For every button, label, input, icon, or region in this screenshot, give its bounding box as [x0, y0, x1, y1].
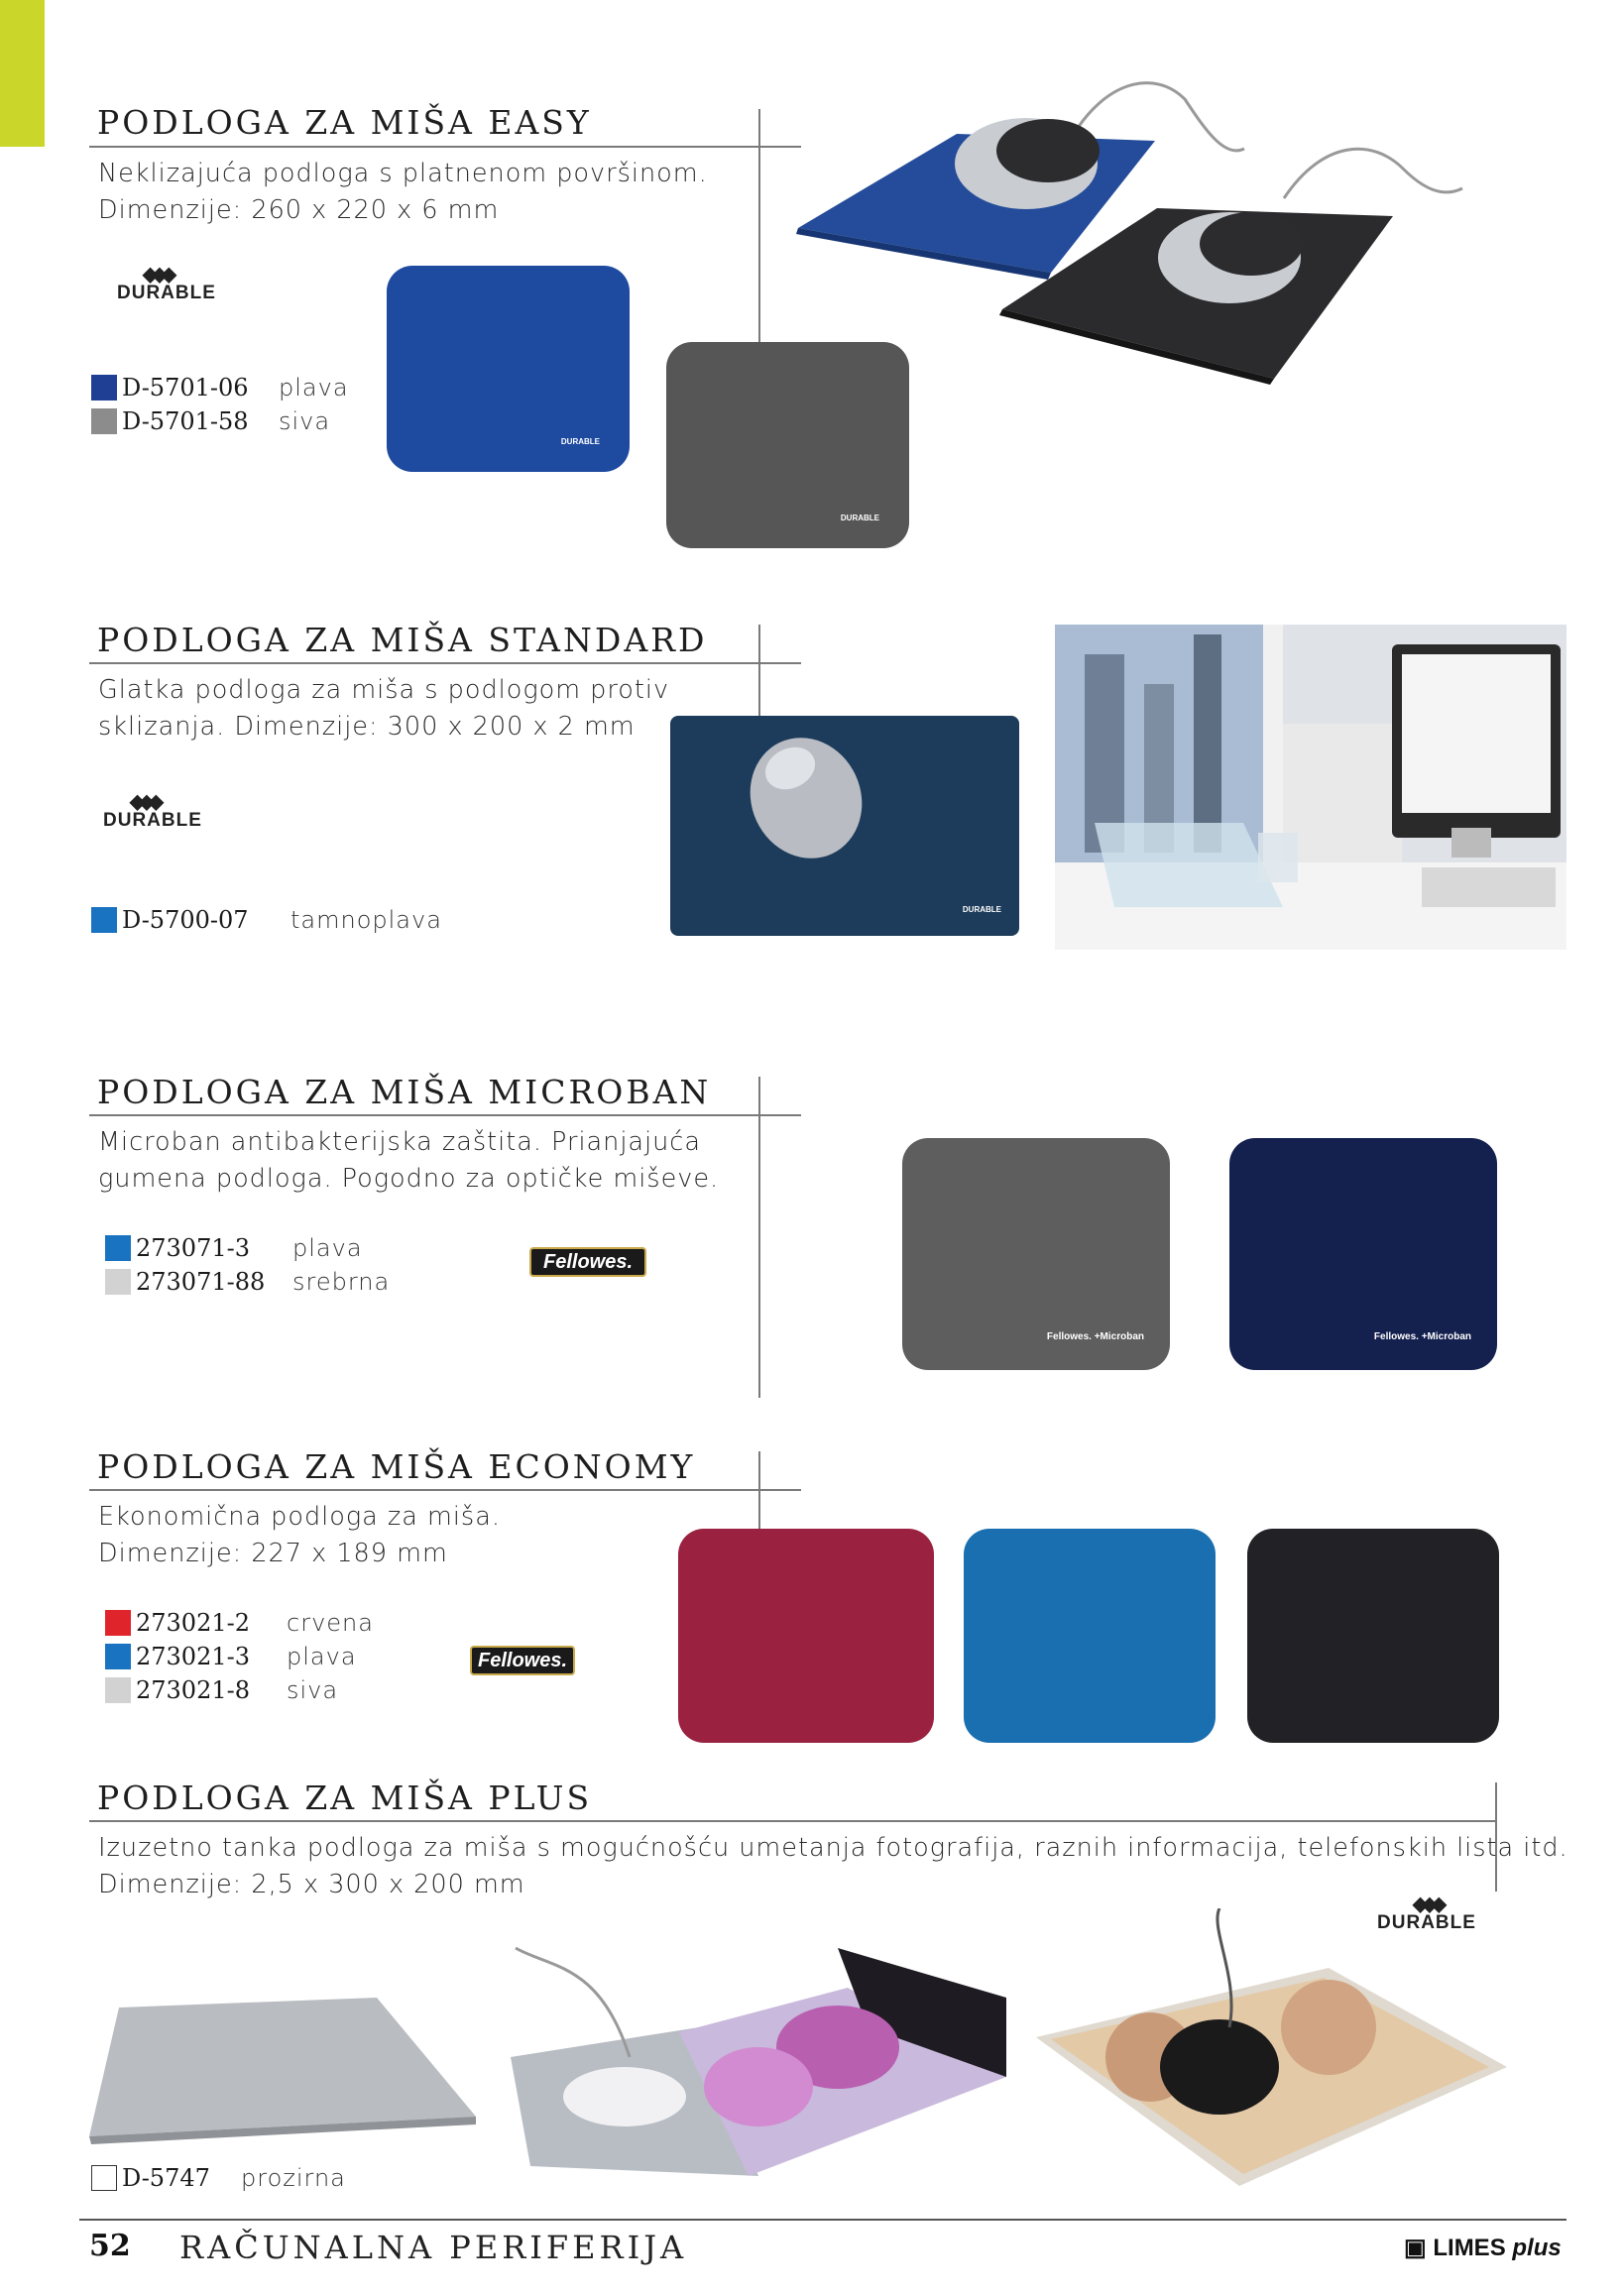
description-line: Izuzetno tanka podloga za miša s mogućnošću umetanja fotografija, raznih informacija, telefonskih lista itd. [98, 1833, 1568, 1863]
title-rule [89, 1820, 1497, 1822]
product-code: 273071-3 [136, 1234, 250, 1262]
color-name: crvena [287, 1609, 374, 1637]
product-image-photo-pad-orchid [511, 1938, 1006, 2196]
description-line: Glatka podloga za miša s podlogom protiv [98, 675, 670, 705]
section-title-microban: PODLOGA ZA MIŠA MICROBAN [97, 1073, 712, 1111]
title-rule [89, 146, 801, 148]
durable-logo: ◆◆◆ DURABLE [117, 264, 216, 303]
limes-plus-logo: ▣ LIMES plus [1404, 2235, 1562, 2261]
product-image-blue-pad [964, 1529, 1216, 1743]
variant-row [105, 1640, 374, 1673]
mouse-image [729, 729, 877, 867]
color-name: tamnoplava [290, 906, 442, 934]
color-name: plava [292, 1234, 363, 1262]
product-image-red-pad [678, 1529, 934, 1743]
section-title-easy: PODLOGA ZA MIŠA EASY [97, 103, 592, 142]
color-swatch [91, 408, 117, 434]
product-code: 273021-2 [136, 1609, 250, 1637]
variant-list [105, 1231, 390, 1299]
color-swatch [105, 1644, 131, 1669]
product-code: D-5700-07 [122, 906, 249, 934]
product-image-navy-pad: Fellowes. +Microban [1229, 1138, 1497, 1370]
vertical-rule [758, 109, 760, 347]
variant-row [105, 1606, 374, 1640]
title-rule [89, 1114, 801, 1116]
title-rule [89, 662, 801, 664]
color-swatch [105, 1610, 131, 1636]
color-name: siva [287, 1676, 339, 1704]
variant-list [91, 903, 442, 937]
section-title-plus: PODLOGA ZA MIŠA PLUS [97, 1779, 593, 1817]
section-title-standard: PODLOGA ZA MIŠA STANDARD [97, 621, 708, 659]
truck-icon: ▣ [1404, 2235, 1427, 2261]
variant-list [105, 1606, 374, 1707]
product-code: 273071-88 [136, 1268, 266, 1296]
page-number: 52 [89, 2229, 131, 2263]
color-swatch [105, 1235, 131, 1261]
description-line: Dimenzije: 227 x 189 mm [98, 1539, 448, 1568]
product-image-gray-pad: Fellowes. +Microban [902, 1138, 1170, 1370]
accent-bar [0, 0, 45, 147]
color-swatch [91, 2165, 117, 2191]
section-title-economy: PODLOGA ZA MIŠA ECONOMY [97, 1447, 696, 1486]
color-name: siva [279, 407, 331, 435]
variant-list [91, 371, 349, 438]
description-line: Dimenzije: 2,5 x 300 x 200 mm [98, 1870, 525, 1899]
product-image-gray-pad: DURABLE [666, 342, 909, 548]
description-line: Dimenzije: 260 x 220 x 6 mm [98, 195, 500, 225]
fellowes-logo: Fellowes. [470, 1646, 575, 1675]
variant-row [91, 903, 442, 937]
product-code: D-5747 [122, 2164, 210, 2192]
product-image-blue-pad: DURABLE [387, 266, 630, 472]
description-line: Neklizajuća podloga s platnenom površinom. [98, 159, 708, 188]
description-line: sklizanja. Dimenzije: 300 x 200 x 2 mm [98, 712, 636, 742]
product-image-clear-pad [79, 1998, 481, 2146]
color-name: plava [279, 374, 349, 402]
variant-row [91, 404, 349, 438]
mouse-cable [1284, 149, 1462, 198]
product-code: D-5701-06 [122, 374, 249, 402]
product-code: D-5701-58 [122, 407, 249, 435]
durable-logo: ◆◆◆ DURABLE [103, 791, 202, 831]
description-line: Microban antibakterijska zaštita. Prianjajuća [98, 1127, 701, 1157]
product-code: 273021-3 [136, 1643, 250, 1670]
color-name: plava [287, 1643, 357, 1670]
mouse-top [996, 119, 1100, 182]
title-rule [89, 1489, 801, 1491]
variant-row [105, 1673, 374, 1707]
product-code: 273021-8 [136, 1676, 250, 1704]
color-swatch [91, 375, 117, 401]
color-name: srebrna [292, 1268, 391, 1296]
fellowes-logo: Fellowes. [529, 1247, 646, 1277]
description-line: Ekonomična podloga za miša. [98, 1502, 501, 1532]
footer-title: RAČUNALNA PERIFERIJA [179, 2229, 688, 2266]
variant-row [91, 2161, 346, 2195]
footer-rule [79, 2219, 1566, 2221]
mouse-top [1200, 212, 1303, 276]
color-swatch [105, 1269, 131, 1295]
vertical-rule [758, 1077, 760, 1398]
product-image-easy-mice [788, 59, 1571, 406]
variant-row [105, 1231, 390, 1265]
product-image-navy-pad: DURABLE [670, 716, 1019, 936]
variant-row [91, 371, 349, 404]
description-line: gumena podloga. Pogodno za optičke miševe. [98, 1164, 720, 1194]
durable-logo: ◆◆◆ DURABLE [1377, 1893, 1476, 1933]
product-image-photo-pad-family [1031, 1908, 1517, 2191]
variant-list [91, 2161, 346, 2195]
color-swatch [105, 1677, 131, 1703]
product-image-black-pad [1247, 1529, 1499, 1743]
color-name: prozirna [241, 2164, 346, 2192]
variant-row [105, 1265, 390, 1299]
office-photo [1055, 625, 1566, 950]
color-swatch [91, 907, 117, 933]
